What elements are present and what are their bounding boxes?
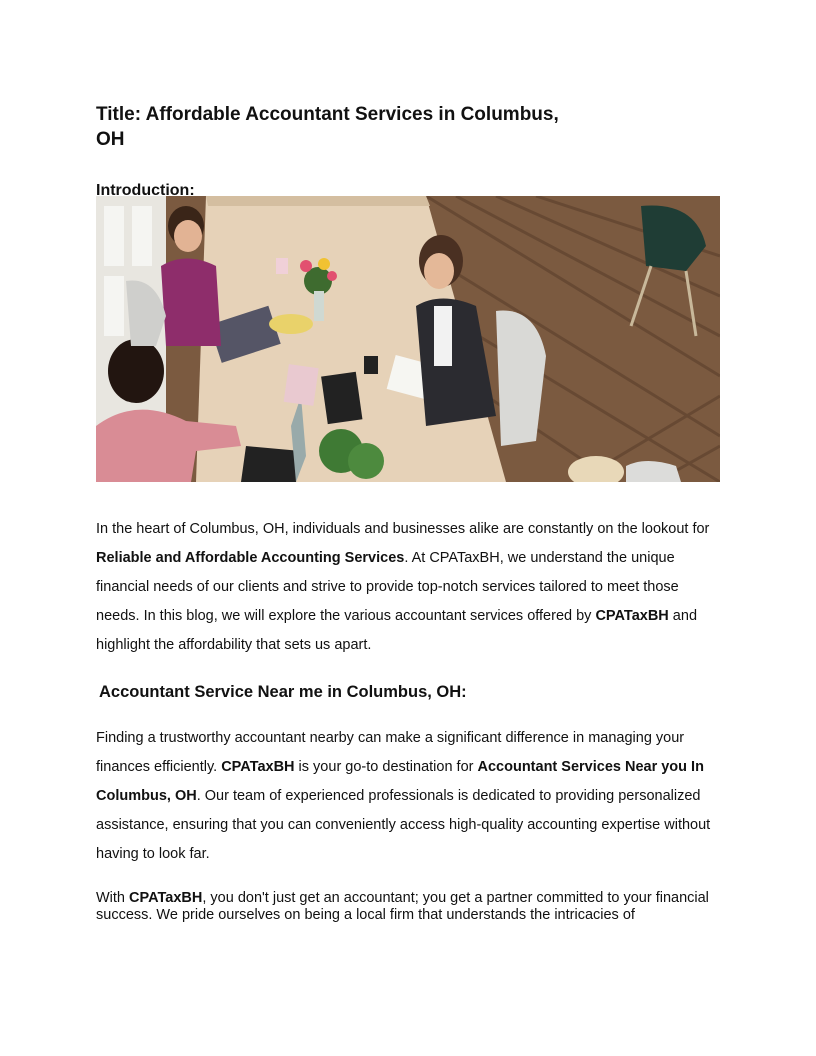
section-paragraph <box>96 724 716 869</box>
bold-text: Accountant Services Near you In Columbus, OH <box>96 759 704 804</box>
text-span: , you don't just get an accountant; you get a partner committed to your financial success. We pride ourselves on being a local firm that understands the intricacies of <box>96 890 709 923</box>
text-span: In the heart of Columbus, OH, individuals and businesses alike are constantly on the lookout for <box>96 521 710 537</box>
text-span: is your go-to destination for <box>294 759 478 775</box>
office-meeting-photo <box>96 196 720 482</box>
text-span: . Our team of experienced professionals is dedicated to providing personalized assistance, ensuring that you can conveniently access high-quality accounting expertise without having to look far. <box>96 788 711 862</box>
bold-text: CPATaxBH <box>129 890 203 906</box>
intro-paragraph <box>96 515 716 660</box>
bold-text: Reliable and Affordable Accounting Services <box>96 550 405 566</box>
text-span: . At CPATaxBH, we understand the unique financial needs of our clients and strive to provide top-notch services tailored to meet those needs. In this blog, we will explore the various accountant services offered by <box>96 550 679 624</box>
text-span: and highlight the affordability that sets us apart. <box>96 608 698 653</box>
text-span: Finding a trustworthy accountant nearby can make a significant difference in managing your finances efficiently. <box>96 730 685 775</box>
bold-text: CPATaxBH <box>221 759 295 775</box>
bold-text: CPATaxBH <box>595 608 669 624</box>
closing-paragraph <box>96 890 716 924</box>
section-heading: Accountant Service Near me in Columbus, OH: <box>99 683 467 701</box>
document-title: Title: Affordable Accountant Services in Columbus, OH <box>96 104 559 150</box>
intro-heading: Introduction: <box>96 182 195 199</box>
text-span: With <box>96 890 130 906</box>
